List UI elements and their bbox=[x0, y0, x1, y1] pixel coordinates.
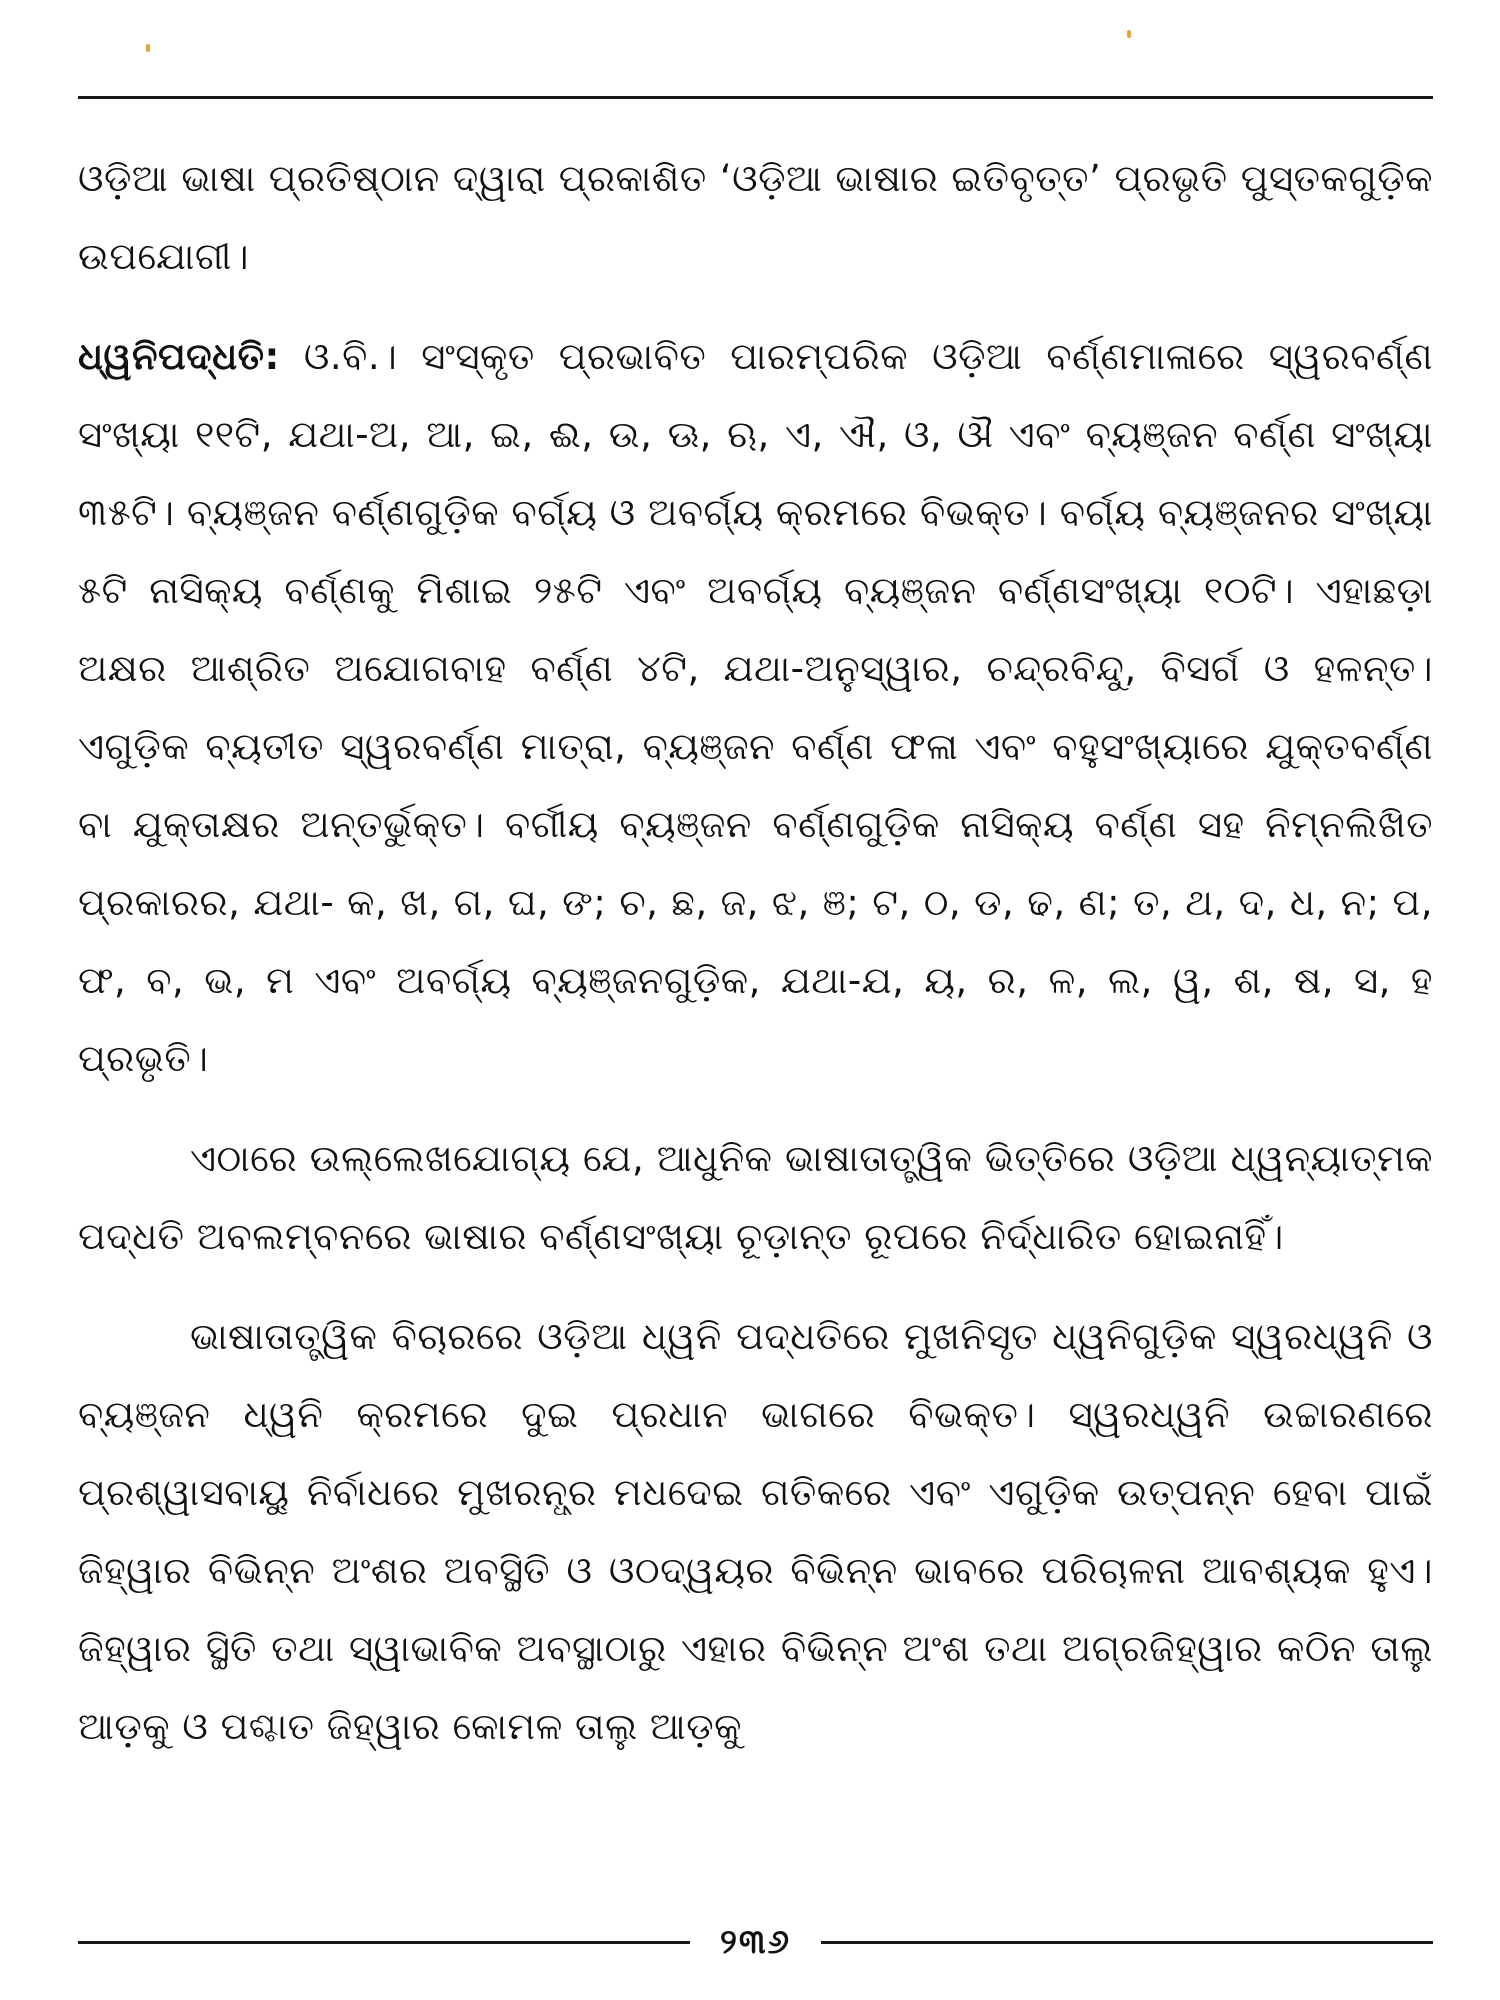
paragraph-linguistic bbox=[78, 1298, 1433, 1766]
footer-rule-right bbox=[821, 1941, 1433, 1944]
paragraph-references bbox=[78, 140, 1433, 296]
ink-fleck-left bbox=[146, 44, 150, 52]
paragraph-phonology bbox=[78, 318, 1433, 1098]
paragraph-text: ଓ.ବି.। ସଂସ୍କୃତ ପ୍ରଭାବିତ ପାରମ୍ପରିକ ଓଡ଼ିଆ ବର୍ଣ୍ଣମାଳାରେ ସ୍ୱରବର୍ଣ୍ଣ ସଂଖ୍ୟା ୧୧ଟି, ଯଥା-ଅ, ଆ, ଇ, ଈ, ଉ, ଊ, ଋ, ଏ, ଐ, ଓ, ଔ ଏବଂ ବ୍ୟଞ୍ଜନ ବର୍ଣ୍ଣ ସଂଖ୍ୟା ୩୫ଟି। ବ୍ୟଞ୍ଜନ ବର୍ଣ୍ଣଗୁଡ଼ିକ ବର୍ଗ୍ୟ ଓ ଅବର୍ଗ୍ୟ କ୍ରମରେ ବିଭକ୍ତ। ବର୍ଗ୍ୟ ବ୍ୟଞ୍ଜନର ସଂଖ୍ୟା ୫ଟି ନାସିକ୍ୟ ବର୍ଣ୍ଣକୁ ମିଶାଇ ୨୫ଟି ଏବଂ ଅବର୍ଗ୍ୟ ବ୍ୟଞ୍ଜନ ବର୍ଣ୍ଣସଂଖ୍ୟା ୧୦ଟି। ଏହାଛଡ଼ା ଅକ୍ଷର ଆଶ୍ରିତ ଅଯୋଗବାହ ବର୍ଣ୍ଣ ୪ଟି, ଯଥା-ଅନୁସ୍ୱାର, ଚନ୍ଦ୍ରବିନ୍ଦୁ, ବିସର୍ଗ ଓ ହଳନ୍ତ। ଏଗୁଡ଼ିକ ବ୍ୟତୀତ ସ୍ୱରବର୍ଣ୍ଣ ମାତ୍ରା, ବ୍ୟଞ୍ଜନ ବର୍ଣ୍ଣ ଫଳା ଏବଂ ବହୁସଂଖ୍ୟାରେ ଯୁକ୍ତବର୍ଣ୍ଣ ବା ଯୁକ୍ତାକ୍ଷର ଅନ୍ତର୍ଭୁକ୍ତ। ବର୍ଗୀୟ ବ୍ୟଞ୍ଜନ ବର୍ଣ୍ଣଗୁଡ଼ିକ ନାସିକ୍ୟ ବର୍ଣ୍ଣ ସହ ନିମ୍ନଲିଖିତ ପ୍ରକାରର, ଯଥା- କ, ଖ, ଗ, ଘ, ଙ; ଚ, ଛ, ଜ, ଝ, ଞ; ଟ, ଠ, ଡ, ଢ, ଣ; ତ, ଥ, ଦ, ଧ, ନ; ପ, ଫ, ବ, ଭ, ମ ଏବଂ ଅବର୍ଗ୍ୟ ବ୍ୟଞ୍ଜନଗୁଡ଼ିକ, ଯଥା-ଯ, ୟ, ର, ଳ, ଲ, ୱ, ଶ, ଷ, ସ, ହ ପ୍ରଭୃତି। bbox=[78, 335, 1433, 1080]
page-footer bbox=[78, 1922, 1433, 1962]
page-body bbox=[78, 140, 1433, 1788]
page-number: ୨୩୬ bbox=[720, 1922, 792, 1962]
paragraph-note bbox=[78, 1120, 1433, 1276]
paragraph-text: ଭାଷାତାତ୍ତ୍ୱିକ ବିଚାରରେ ଓଡ଼ିଆ ଧ୍ୱନି ପଦ୍ଧତିରେ ମୁଖନିସୃତ ଧ୍ୱନିଗୁଡ଼ିକ ସ୍ୱରଧ୍ୱନି ଓ ବ୍ୟଞ୍ଜନ ଧ୍ୱନି କ୍ରମରେ ଦୁଇ ପ୍ରଧାନ ଭାଗରେ ବିଭକ୍ତ। ସ୍ୱରଧ୍ୱନି ଉଚ୍ଚାରଣରେ ପ୍ରଶ୍ୱାସବାୟୁ ନିର୍ବାଧରେ ମୁଖରନ୍ଧ୍ର ମଧଦେଇ ଗତିକରେ ଏବଂ ଏଗୁଡ଼ିକ ଉତ୍ପନ୍ନ ହେବା ପାଇଁ ଜିହ୍ୱାର ବିଭିନ୍ନ ଅଂଶର ଅବସ୍ଥିତି ଓ ଓଠଦ୍ୱୟର ବିଭିନ୍ନ ଭାବରେ ପରିଚାଳନା ଆବଶ୍ୟକ ହୁଏ। ଜିହ୍ୱାର ସ୍ଥିତି ତଥା ସ୍ୱାଭାବିକ ଅବସ୍ଥାଠାରୁ ଏହାର ବିଭିନ୍ନ ଅଂଶ ତଥା ଅଗ୍ରଜିହ୍ୱାର କଠିନ ତାଲୁ ଆଡ଼କୁ ଓ ପଶ୍ଚାତ ଜିହ୍ୱାର କୋମଳ ତାଲୁ ଆଡ଼କୁ bbox=[78, 1315, 1433, 1748]
section-heading-term: ଧ୍ୱନିପଦ୍ଧତି: bbox=[78, 335, 280, 378]
header-rule bbox=[78, 96, 1433, 99]
paragraph-text: ଏଠାରେ ଉଲ୍ଲେଖଯୋଗ୍ୟ ଯେ, ଆଧୁନିକ ଭାଷାତାତ୍ତ୍ୱିକ ଭିତ୍ତିରେ ଓଡ଼ିଆ ଧ୍ୱନ୍ୟାତ୍ମକ ପଦ୍ଧତି ଅବଲମ୍ବନରେ ଭାଷାର ବର୍ଣ୍ଣସଂଖ୍ୟା ଚୂଡ଼ାନ୍ତ ରୂପରେ ନିର୍ଦ୍ଧାରିତ ହୋଇନାହିଁ। bbox=[78, 1137, 1433, 1258]
paragraph-text: ଓଡ଼ିଆ ଭାଷା ପ୍ରତିଷ୍ଠାନ ଦ୍ୱାରା ପ୍ରକାଶିତ ‘ଓଡ଼ିଆ ଭାଷାର ଇତିବୃତ୍ତ’ ପ୍ରଭୃତି ପୁସ୍ତକଗୁଡ଼ିକ ଉପଯୋଗୀ। bbox=[78, 157, 1433, 278]
footer-rule-left bbox=[78, 1941, 690, 1944]
ink-fleck-right bbox=[1127, 30, 1131, 38]
